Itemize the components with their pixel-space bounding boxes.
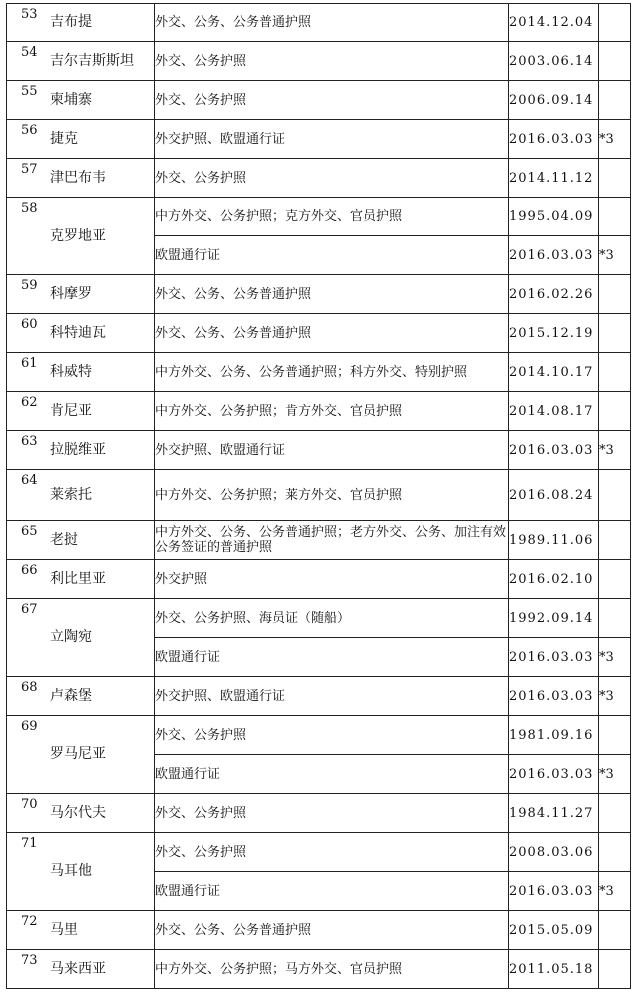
table-row: [7, 159, 631, 198]
row-number-cell: [7, 275, 155, 314]
country-name: 肯尼亚: [50, 402, 92, 419]
country-name: 卢森堡: [50, 687, 92, 704]
table-row: [7, 392, 631, 431]
row-number: 71: [21, 836, 38, 851]
table-row: [7, 314, 631, 353]
effective-date-cell: 1995.04.09: [509, 198, 599, 236]
note-cell: [599, 833, 631, 872]
note-cell: [599, 392, 631, 431]
row-number-cell: [7, 42, 155, 81]
row-number: 56: [21, 123, 38, 138]
table-row: [7, 275, 631, 314]
table-row: [7, 521, 631, 560]
effective-date-cell: 1989.11.06: [509, 521, 599, 560]
row-number: 55: [21, 84, 38, 99]
effective-date-cell: 2016.08.24: [509, 470, 599, 521]
country-name: 拉脱维亚: [50, 441, 106, 458]
row-number-cell: [7, 950, 155, 989]
country-name: 立陶宛: [50, 629, 92, 645]
note-cell: *3: [599, 677, 631, 716]
note-cell: [599, 42, 631, 81]
passport-type-cell: 外交、公务、公务普通护照: [155, 314, 509, 353]
row-number-cell: [7, 794, 155, 833]
effective-date-cell: 2003.06.14: [509, 42, 599, 81]
note-cell: *3: [599, 120, 631, 159]
effective-date-cell: 2008.03.06: [509, 833, 599, 872]
row-number: 61: [21, 356, 38, 371]
passport-type-cell: 中方外交、公务护照；肯方外交、官员护照: [155, 392, 509, 431]
passport-type-cell: 外交护照、欧盟通行证: [155, 677, 509, 716]
row-number: 54: [21, 45, 38, 60]
note-cell: *3: [599, 872, 631, 911]
note-cell: [599, 4, 631, 42]
note-cell: [599, 911, 631, 950]
row-number: 59: [21, 278, 38, 293]
note-cell: [599, 470, 631, 521]
row-number-cell: [7, 392, 155, 431]
country-name: 捷克: [50, 130, 78, 147]
row-number: 69: [21, 719, 38, 734]
effective-date-cell: 2016.03.03: [509, 872, 599, 911]
country-name: 克罗地亚: [50, 227, 106, 244]
country-name: 吉布提: [50, 14, 92, 30]
row-number-cell: [7, 159, 155, 198]
effective-date-cell: 2011.05.18: [509, 950, 599, 989]
effective-date-cell: 2016.03.03: [509, 677, 599, 716]
country-name: 罗马尼亚: [50, 746, 106, 762]
effective-date-cell: 2016.03.03: [509, 120, 599, 159]
table-row: [7, 599, 631, 638]
note-cell: [599, 314, 631, 353]
row-number-cell: [7, 81, 155, 120]
note-cell: *3: [599, 431, 631, 470]
table-row: [7, 560, 631, 599]
table-row: [7, 677, 631, 716]
note-cell: *3: [599, 236, 631, 275]
row-number: 63: [21, 434, 38, 449]
country-name: 利比里亚: [50, 570, 106, 587]
note-cell: [599, 198, 631, 236]
passport-type-cell: 外交、公务护照、海员证（随船）: [155, 599, 509, 638]
effective-date-cell: 2016.02.10: [509, 560, 599, 599]
passport-type-cell: 中方外交、公务、公务普通护照；老方外交、公务、加注有效公务签证的普通护照: [155, 521, 509, 560]
effective-date-cell: 1981.09.16: [509, 716, 599, 755]
passport-type-cell: 外交护照、欧盟通行证: [155, 120, 509, 159]
row-number-cell: [7, 521, 155, 560]
row-number: 58: [21, 201, 38, 216]
effective-date-cell: 2016.03.03: [509, 431, 599, 470]
row-number-cell: [7, 4, 155, 42]
row-number-cell: [7, 353, 155, 392]
effective-date-cell: 2016.03.03: [509, 638, 599, 677]
row-number-cell: [7, 716, 155, 794]
row-number: 67: [21, 602, 38, 617]
effective-date-cell: 2014.11.12: [509, 159, 599, 198]
effective-date-cell: 2015.12.19: [509, 314, 599, 353]
visa-exemption-table: [6, 3, 631, 989]
passport-type-cell: 外交、公务护照: [155, 794, 509, 833]
row-number-cell: [7, 599, 155, 677]
passport-type-cell: 外交、公务、公务普通护照: [155, 911, 509, 950]
passport-type-cell: 中方外交、公务护照；克方外交、官员护照: [155, 198, 509, 236]
note-cell: [599, 275, 631, 314]
row-number: 72: [21, 914, 38, 929]
table-row: [7, 470, 631, 521]
effective-date-cell: 1984.11.27: [509, 794, 599, 833]
note-cell: [599, 81, 631, 120]
effective-date-cell: 2014.12.04: [509, 4, 599, 42]
note-cell: [599, 599, 631, 638]
note-cell: [599, 716, 631, 755]
country-name: 科特迪瓦: [50, 324, 106, 341]
row-number-cell: [7, 198, 155, 275]
row-number-cell: [7, 120, 155, 159]
country-name: 科威特: [50, 363, 92, 380]
passport-type-cell: 外交、公务、公务普通护照: [155, 4, 509, 42]
effective-date-cell: 2015.05.09: [509, 911, 599, 950]
passport-type-cell: 外交护照: [155, 560, 509, 599]
country-name: 马里: [50, 921, 78, 938]
passport-type-cell: 中方外交、公务护照；莱方外交、官员护照: [155, 470, 509, 521]
table-row: [7, 833, 631, 872]
table-row: [7, 353, 631, 392]
table-row: [7, 198, 631, 236]
row-number: 53: [21, 7, 38, 22]
country-name: 科摩罗: [50, 285, 92, 302]
row-number: 66: [21, 563, 38, 578]
passport-type-cell: 外交、公务护照: [155, 833, 509, 872]
effective-date-cell: 1992.09.14: [509, 599, 599, 638]
table-row: [7, 81, 631, 120]
passport-type-cell: 中方外交、公务护照；马方外交、官员护照: [155, 950, 509, 989]
table-row: [7, 42, 631, 81]
passport-type-cell: 外交、公务护照: [155, 42, 509, 81]
note-cell: [599, 950, 631, 989]
table-body: [7, 4, 631, 989]
note-cell: [599, 794, 631, 833]
note-cell: [599, 560, 631, 599]
country-name: 柬埔寨: [50, 91, 92, 108]
note-cell: [599, 159, 631, 198]
passport-type-cell: 中方外交、公务、公务普通护照；科方外交、特别护照: [155, 353, 509, 392]
note-cell: [599, 353, 631, 392]
country-name: 吉尔吉斯斯坦: [50, 52, 134, 69]
row-number-cell: [7, 911, 155, 950]
country-name: 莱索托: [50, 486, 92, 503]
table-row: [7, 911, 631, 950]
row-number-cell: [7, 314, 155, 353]
country-name: 马尔代夫: [50, 804, 106, 821]
row-number: 60: [21, 317, 38, 332]
passport-type-cell: 外交、公务护照: [155, 159, 509, 198]
table-row: [7, 794, 631, 833]
row-number-cell: [7, 833, 155, 911]
country-name: 马耳他: [50, 863, 92, 879]
country-name: 津巴布韦: [50, 169, 106, 186]
passport-type-cell: 外交、公务、公务普通护照: [155, 275, 509, 314]
passport-type-cell: 外交、公务护照: [155, 81, 509, 120]
row-number: 64: [21, 473, 38, 488]
passport-type-cell: 欧盟通行证: [155, 638, 509, 677]
effective-date-cell: 2016.03.03: [509, 236, 599, 275]
row-number: 62: [21, 395, 38, 410]
table-row: [7, 716, 631, 755]
row-number-cell: [7, 560, 155, 599]
row-number: 70: [21, 797, 38, 812]
effective-date-cell: 2014.10.17: [509, 353, 599, 392]
passport-type-cell: 外交、公务护照: [155, 716, 509, 755]
country-name: 老挝: [50, 531, 78, 548]
passport-type-cell: 欧盟通行证: [155, 872, 509, 911]
row-number-cell: [7, 470, 155, 521]
passport-type-cell: 外交护照、欧盟通行证: [155, 431, 509, 470]
effective-date-cell: 2016.03.03: [509, 755, 599, 794]
table-row: [7, 120, 631, 159]
effective-date-cell: 2014.08.17: [509, 392, 599, 431]
passport-type-cell: 欧盟通行证: [155, 236, 509, 275]
table-row: [7, 950, 631, 989]
note-cell: *3: [599, 638, 631, 677]
note-cell: *3: [599, 755, 631, 794]
country-name: 马来西亚: [50, 960, 106, 977]
table-row: [7, 4, 631, 42]
row-number: 68: [21, 680, 38, 695]
row-number-cell: [7, 431, 155, 470]
passport-type-cell: 欧盟通行证: [155, 755, 509, 794]
row-number: 73: [21, 953, 38, 968]
effective-date-cell: 2016.02.26: [509, 275, 599, 314]
row-number: 65: [21, 524, 38, 539]
row-number: 57: [21, 162, 38, 177]
note-cell: [599, 521, 631, 560]
table-row: [7, 431, 631, 470]
row-number-cell: [7, 677, 155, 716]
effective-date-cell: 2006.09.14: [509, 81, 599, 120]
